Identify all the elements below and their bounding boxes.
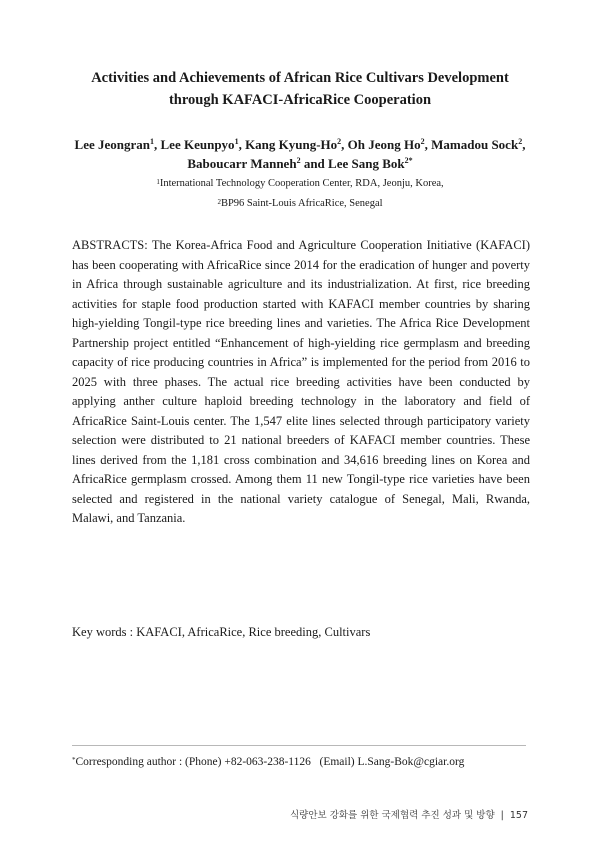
paper-title [40,67,560,111]
author-affiliation-mark: 2* [404,156,413,165]
author-affiliation-mark: 2 [518,137,523,146]
author-name: Baboucarr Manneh [187,156,297,171]
author-line-1: Lee Jeongran$^1$, Lee Keunpyo$^1$, Kang Kyung-Ho$^2$, Oh Jeong Ho$^2$, Mamadou Sock$^2$, [74,137,526,152]
footer-separator: | [500,810,504,821]
author-name: Mamadou Sock [431,137,519,152]
affiliation-2 [40,197,560,211]
author-name: Lee Sang Bok [328,156,405,171]
title-line-2: through KAFACI-AfricaRice Cooperation [168,92,432,108]
author-affiliation-mark: 2 [296,156,301,165]
affiliation-mark: 1 [156,178,160,186]
footnote-divider [72,745,526,746]
author-affiliation-mark: 2 [337,137,342,146]
corresponding-author-footnote [72,754,464,770]
author-affiliation-mark: 1 [234,137,239,146]
affiliation-1 [40,177,560,191]
author-list [40,135,560,173]
author-name: Lee Keunpyo [160,137,235,152]
author-name: Kang Kyung-Ho [245,137,338,152]
affiliation-text: BP96 Saint-Louis AfricaRice, Senegal [220,198,383,209]
footnote-mark: * [72,756,76,764]
affiliation-mark: 2 [217,198,221,206]
author-affiliation-mark: 2 [420,137,425,146]
author-name: Oh Jeong Ho [347,137,421,152]
running-title: 식량안보 강화를 위한 국제협력 추진 성과 및 방향 [289,810,495,821]
author-name: Lee Jeongran [74,137,151,152]
author-affiliation-mark: 1 [150,137,155,146]
abstract-text: ABSTRACTS: The Korea-Africa Food and Agriculture Cooperation Initiative (KAFACI) has been cooperating with AfricaRice since 2014 for the eradication of hunger and poverty in Africa through sustainable agriculture and its industrialization. At first, rice breeding activities for staple food production started with KAFACI member countries by sharing high-yielding Tongil-type rice breeding lines and varieties. The Africa Rice Development Partnership project entitled “Enhancement of high-yielding rice germplasm and breeding capacity of rice producing countries in Africa” is implemented for the period from 2016 to 2025 with three phases. The actual rice breeding activities have been conducted by applying anther culture haploid breeding technology in the laboratory and field of AfricaRice Saint-Louis center. The 1,547 elite lines selected through participatory variety selection were distributed to 21 national breeders of KAFACI member countries. These lines derived from the 1,181 cross combination and 34,616 breeding lines on Korea and AfricaRice germplasm crossed. Among them 11 new Tongil-type rice varieties have been selected and registered in the national variety catalogue of Senegal, Mali, Rwanda, Malawi, and Tanzania. [72,238,530,525]
page-number: 157 [509,810,528,821]
footnote-text: Corresponding author : (Phone) +82-063-238-1126 (Email) L.Sang-Bok@cgiar.org [75,756,465,768]
page-footer [290,807,528,821]
title-line-1: Activities and Achievements of African Rice Cultivars Development [91,70,509,86]
keywords: Key words : KAFACI, AfricaRice, Rice breeding, Cultivars [72,625,371,639]
author-conjunction: and [303,156,325,171]
author-line-2 [40,154,560,173]
affiliation-text: International Technology Cooperation Center, RDA, Jeonju, Korea, [159,178,444,189]
